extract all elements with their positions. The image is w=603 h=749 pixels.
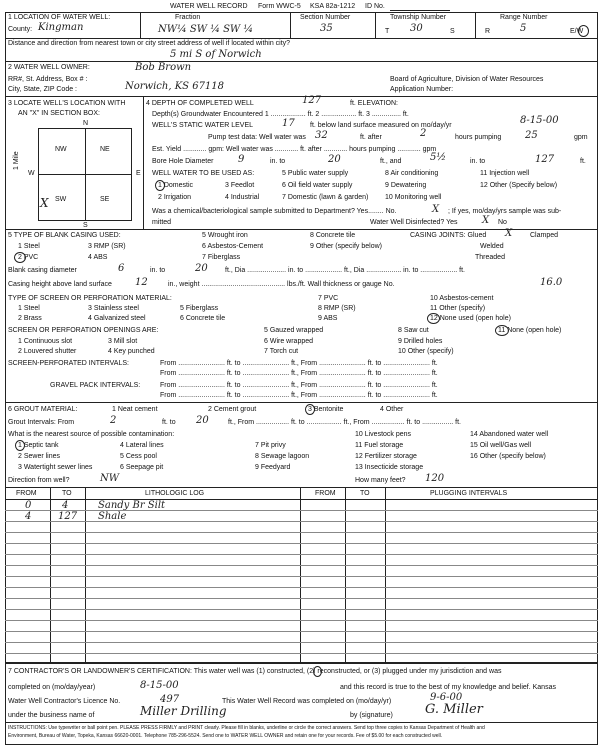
grout-bentonite[interactable]: 3 Bentonite — [308, 406, 344, 413]
casing-steel[interactable]: 1 Steel — [18, 243, 40, 250]
source-seepage[interactable]: 6 Seepage pit — [120, 464, 164, 471]
bore-in-to-2: in. to — [470, 158, 486, 165]
screen-other[interactable]: 11 Other (specify) — [430, 305, 486, 312]
instructions-line-1: INSTRUCTIONS: Use typewriter or ball point pen. PLEASE PRESS FIRMLY and PRINT clearly. Please fill in blanks, underline or circle the correct answers. Send top three copies to Kansas Department of Health and — [8, 725, 485, 731]
certification-line-1: 7 CONTRACTOR'S OR LANDOWNER'S CERTIFICATION: This water well was (1) constructed, (2) reconstructed, or (3) plugged under my jurisdiction and was — [8, 668, 502, 675]
static-level-label: WELL'S STATIC WATER LEVEL — [152, 122, 254, 129]
south-label: S — [83, 222, 88, 229]
chem-sample-rest: ; If yes, mo/day/yrs sample was sub- — [448, 208, 562, 215]
bore-value-1[interactable]: 9 — [238, 154, 245, 165]
joints-label: CASING JOINTS: Glued — [410, 232, 487, 239]
screen-fiberglass[interactable]: 5 Fiberglass — [180, 305, 219, 312]
opening-other[interactable]: 10 Other (specify) — [398, 348, 454, 355]
screen-none[interactable]: 12 None used (open hole) — [430, 315, 511, 322]
form-frame — [5, 12, 598, 745]
pump-after: ft. after — [360, 134, 382, 141]
form-title: WATER WELL RECORD — [170, 3, 248, 10]
elevation-label: ft. ELEVATION: — [350, 100, 398, 107]
distance-label: Distance and direction from nearest town or city street address of well if located within city? — [8, 40, 291, 47]
log-row-desc[interactable]: Sandy Br Silt — [98, 500, 166, 511]
divider — [5, 487, 598, 488]
height-value[interactable]: 12 — [135, 277, 148, 288]
groundwater-label: Depth(s) Groundwater Encountered 1 .................. ft. 2 .................. ft. 3 ............... ft. — [152, 111, 409, 118]
grout-intervals-label: Grout Intervals: From — [8, 419, 75, 426]
log-col-divider — [385, 487, 386, 662]
height-label: Casing height above land surface — [8, 281, 112, 288]
grout-from-value[interactable]: 2 — [110, 415, 117, 426]
use-domestic[interactable]: 1 Domestic — [158, 182, 194, 189]
grout-other[interactable]: 4 Other — [380, 406, 404, 413]
divider — [375, 12, 376, 38]
grout-label: 6 GROUT MATERIAL: — [8, 406, 78, 413]
direction-label: Direction from well? — [8, 477, 70, 484]
township-label: Township Number — [390, 14, 447, 21]
static-date-value[interactable]: 8-15-00 — [520, 115, 559, 126]
log-rule-line — [5, 521, 598, 522]
screen-galvanized[interactable]: 4 Galvanized steel — [88, 315, 146, 322]
sw-label: SW — [55, 196, 67, 203]
section4-label: 4 DEPTH OF COMPLETED WELL — [146, 100, 254, 107]
casing-pvc-circle — [14, 252, 26, 263]
screen-concrete[interactable]: 6 Concrete tile — [180, 315, 226, 322]
joints-clamped[interactable]: Clamped — [530, 232, 559, 239]
log-row-from[interactable]: 0 — [25, 500, 32, 511]
distance-value[interactable]: 5 mi S of Norwich — [170, 49, 262, 60]
pump-gpm-value[interactable]: 25 — [525, 130, 538, 141]
casing-abs[interactable]: 4 ABS — [88, 254, 108, 261]
screen-abs[interactable]: 9 ABS — [318, 315, 338, 322]
grout-bentonite-circle — [305, 404, 315, 415]
source-septic-circle — [15, 440, 25, 451]
opening-mill[interactable]: 3 Mill slot — [108, 338, 138, 345]
owner-value[interactable]: Bob Brown — [135, 62, 192, 73]
fraction-label: Fraction — [175, 14, 201, 21]
submitted-label: mitted — [152, 219, 172, 226]
log-header-plugging: PLUGGING INTERVALS — [430, 490, 508, 497]
board-text: Board of Agriculture, Division of Water Resources — [390, 76, 544, 83]
pump-hours-label: hours pumping — [455, 134, 502, 141]
log-row-to[interactable]: 127 — [58, 511, 78, 522]
opening-saw[interactable]: 8 Saw cut — [398, 327, 429, 334]
use-public[interactable]: 5 Public water supply — [282, 170, 349, 177]
log-rule-line — [5, 576, 598, 577]
disinfected-label: Water Well Disinfected? Yes — [370, 219, 458, 226]
est-yield-label: Est. Yield ............ gpm: Well water was ............ ft. after ............ hours pumping ............ gpm — [152, 146, 437, 153]
opening-gauzed[interactable]: 5 Gauzed wrapped — [264, 327, 324, 334]
screen-brass[interactable]: 2 Brass — [18, 315, 42, 322]
gravel-row2: From ........................ ft. to ........................ ft., From ........................ ft. to ........................ ft. — [160, 392, 438, 399]
use-label: WELL WATER TO BE USED AS: — [152, 170, 255, 177]
gpm-label: gpm — [574, 134, 588, 141]
record-date-value[interactable]: 9-6-00 — [430, 692, 463, 703]
range-suffix: E/W — [570, 28, 584, 35]
feet-label: How many feet? — [355, 477, 406, 484]
log-rule-line — [5, 532, 598, 533]
application-label: Application Number: — [390, 86, 454, 93]
divider — [475, 12, 476, 38]
pump-test-value[interactable]: 32 — [315, 130, 328, 141]
use-air[interactable]: 8 Air conditioning — [385, 170, 439, 177]
source-insecticide[interactable]: 13 Insecticide storage — [355, 464, 424, 471]
township-prefix: T — [385, 28, 390, 35]
log-header-lithologic: LITHOLOGIC LOG — [145, 490, 205, 497]
casing-pvc[interactable]: 2 PVC — [18, 254, 39, 261]
range-prefix: R — [485, 28, 491, 35]
signature-label: by (signature) — [350, 712, 393, 719]
range-value[interactable]: 5 — [520, 23, 527, 34]
grout-rest: ft., From ................. ft. to .................. ft., From ................. ft. to ................ ft. — [228, 419, 461, 426]
source-privy[interactable]: 7 Pit privy — [255, 442, 286, 449]
log-rule-line — [5, 565, 598, 566]
bore-in-to: in. to — [270, 158, 286, 165]
business-value[interactable]: Miller Drilling — [140, 704, 227, 718]
log-header-to: TO — [62, 490, 72, 497]
owner-label: 2 WATER WELL OWNER: — [8, 64, 90, 71]
bore-value-2[interactable]: 20 — [328, 154, 341, 165]
screen-steel[interactable]: 1 Steel — [18, 305, 40, 312]
log-col-divider — [85, 487, 86, 662]
divider — [5, 61, 598, 62]
ksa-ref: KSA 82a-1212 — [310, 3, 356, 10]
grout-neat[interactable]: 1 Neat cement — [112, 406, 158, 413]
casing-wrought[interactable]: 5 Wrought iron — [202, 232, 248, 239]
licence-label: Water Well Contractor's Licence No. — [8, 698, 121, 705]
east-circle — [578, 25, 589, 37]
west-label: W — [28, 170, 35, 177]
section-box-h — [38, 174, 132, 175]
log-row-from[interactable]: 4 — [25, 511, 32, 522]
disinfected-no: No — [498, 219, 507, 226]
opening-louvered[interactable]: 2 Louvered shutter — [18, 348, 77, 355]
business-label: under the business name of — [8, 712, 95, 719]
section-number-value[interactable]: 35 — [320, 23, 333, 34]
opening-drilled[interactable]: 9 Drilled holes — [398, 338, 443, 345]
casing-fiberglass[interactable]: 7 Fiberglass — [202, 254, 241, 261]
source-oil[interactable]: 15 Oil well/Gas well — [470, 442, 532, 449]
log-rule-line — [5, 598, 598, 599]
source-lagoon[interactable]: 8 Sewage lagoon — [255, 453, 310, 460]
disinfected-mark[interactable]: X — [482, 215, 490, 226]
direction-value[interactable]: NW — [100, 473, 120, 484]
divider — [140, 12, 141, 38]
log-rule-line — [5, 631, 598, 632]
township-suffix: S — [450, 28, 455, 35]
licence-value[interactable]: 497 — [160, 694, 180, 705]
opening-continuous[interactable]: 1 Continuous slot — [18, 338, 73, 345]
grout-cement[interactable]: 2 Cement grout — [208, 406, 257, 413]
static-level-value[interactable]: 17 — [282, 118, 295, 129]
east-label: E — [136, 170, 141, 177]
section5-label: 5 TYPE OF BLANK CASING USED: — [8, 232, 121, 239]
address-label: RR#, St. Address, Box # : — [8, 76, 88, 83]
log-rule-line — [5, 620, 598, 621]
screen-pvc[interactable]: 7 PVC — [318, 295, 339, 302]
log-header-to-2: TO — [360, 490, 370, 497]
log-rule-line — [5, 653, 598, 654]
screen-stainless[interactable]: 3 Stainless steel — [88, 305, 139, 312]
completed-value[interactable]: 8-15-00 — [140, 680, 179, 691]
log-row-desc[interactable]: Shale — [98, 511, 127, 522]
diameter-rest: ft., Dia .................... in. to ................... ft., Dia .................. in. to ................... ft. — [225, 267, 466, 274]
use-monitoring[interactable]: 10 Monitoring well — [385, 194, 442, 201]
bore-ft-and: ft., and — [380, 158, 402, 165]
casing-asbestos[interactable]: 6 Asbestos-Cement — [202, 243, 264, 250]
diameter-to-value[interactable]: 20 — [195, 263, 208, 274]
chem-sample-mark[interactable]: X — [432, 204, 440, 215]
divider — [5, 38, 598, 39]
openings-label: SCREEN OR PERFORATION OPENINGS ARE: — [8, 327, 159, 334]
log-rule-line — [5, 587, 598, 588]
section3-label: 3 LOCATE WELL'S LOCATION WITH — [8, 100, 126, 107]
source-fertilizer[interactable]: 12 Fertilizer storage — [355, 453, 417, 460]
log-rule-line — [5, 642, 598, 643]
divider — [5, 499, 598, 500]
city-value[interactable]: Norwich, KS 67118 — [125, 81, 225, 92]
log-row-to[interactable]: 4 — [62, 500, 69, 511]
township-value[interactable]: 30 — [410, 23, 423, 34]
casing-other[interactable]: 9 Other (specify below) — [310, 243, 382, 250]
divider — [143, 96, 144, 229]
log-rule-line — [5, 554, 598, 555]
diameter-in-to: in. to — [150, 267, 166, 274]
source-feedyard[interactable]: 9 Feedyard — [255, 464, 291, 471]
north-label: N — [83, 120, 89, 127]
contamination-label: What is the nearest source of possible contamination: — [8, 431, 175, 438]
pump-test-label: Pump test data: Well water was — [208, 134, 306, 141]
perf-intervals-row2: From ........................ ft. to ........................ ft., From ........................ ft. to ........................ ft. — [160, 370, 438, 377]
city-label: City, State, ZIP Code : — [8, 86, 77, 93]
screen-label: TYPE OF SCREEN OR PERFORATION MATERIAL: — [8, 295, 172, 302]
bore-ft: ft. — [580, 158, 586, 165]
use-industrial[interactable]: 4 Industrial — [225, 194, 260, 201]
source-sewer[interactable]: 2 Sewer lines — [18, 453, 61, 460]
section-number-label: Section Number — [300, 14, 351, 21]
screen-rmp[interactable]: 8 RMP (SR) — [318, 305, 356, 312]
divider — [5, 662, 598, 664]
gauge-value[interactable]: 16.0 — [540, 277, 563, 288]
depth-value[interactable]: 127 — [302, 95, 322, 106]
use-domestic-lawn[interactable]: 7 Domestic (lawn & garden) — [282, 194, 369, 201]
source-other[interactable]: 16 Other (specify below) — [470, 453, 546, 460]
divider — [290, 12, 291, 38]
screen-none-circle — [427, 313, 440, 324]
signature-value[interactable]: G. Miller — [425, 702, 483, 717]
ne-label: NE — [100, 146, 110, 153]
id-label: ID No. — [365, 3, 385, 10]
se-label: SE — [100, 196, 110, 203]
log-rule-line — [5, 609, 598, 610]
grout-to-value[interactable]: 20 — [196, 415, 209, 426]
opening-none[interactable]: 11 None (open hole) — [498, 327, 562, 334]
bore-value-3[interactable]: 5½ — [430, 152, 447, 163]
bore-label: Bore Hole Diameter — [152, 158, 214, 165]
record-completed-label: This Water Well Record was completed on (mo/day/yr) — [222, 698, 392, 705]
chem-sample-label: Was a chemical/bacteriological sample submitted to Department? Yes........ No. — [152, 208, 397, 215]
id-line — [390, 10, 450, 11]
source-septic[interactable]: 1 Septic tank — [18, 442, 59, 449]
gravel-row1: From ........................ ft. to ........................ ft., From ........................ ft. to ........................ ft. — [160, 382, 438, 389]
perf-intervals-label: SCREEN-PERFORATED INTERVALS: — [8, 360, 129, 367]
use-irrigation[interactable]: 2 Irrigation — [158, 194, 192, 201]
nw-label: NW — [55, 146, 67, 153]
opening-key[interactable]: 4 Key punched — [108, 348, 155, 355]
joints-welded[interactable]: Welded — [480, 243, 504, 250]
divider — [5, 402, 598, 403]
height-rest: in., weight ........................................... lbs./ft. Wall thickness or gauge No. — [168, 281, 395, 288]
source-fuel[interactable]: 11 Fuel storage — [355, 442, 404, 449]
use-oil-field[interactable]: 6 Oil field water supply — [282, 182, 353, 189]
grout-to-label: ft. to — [162, 419, 176, 426]
source-cess[interactable]: 5 Cess pool — [120, 453, 157, 460]
completed-label: completed on (mo/day/year) — [8, 684, 96, 691]
casing-concrete[interactable]: 8 Concrete tile — [310, 232, 356, 239]
range-label: Range Number — [500, 14, 548, 21]
log-header-from: FROM — [16, 490, 37, 497]
feet-value[interactable]: 120 — [425, 473, 445, 484]
fraction-value[interactable]: NW¼ SW ¼ SW ¼ — [158, 24, 254, 35]
diameter-label: Blank casing diameter — [8, 267, 77, 274]
log-col-divider — [50, 487, 51, 662]
diameter-value[interactable]: 6 — [118, 263, 125, 274]
log-col-divider — [345, 487, 346, 662]
source-watertight[interactable]: 3 Watertight sewer lines — [18, 464, 93, 471]
opening-none-circle — [495, 325, 509, 336]
joints-mark[interactable]: X — [505, 228, 513, 239]
form-number: Form WWC-5 — [258, 3, 301, 10]
source-livestock[interactable]: 10 Livestock pens — [355, 431, 412, 438]
use-domestic-circle — [155, 180, 165, 191]
section1-label: 1 LOCATION OF WATER WELL: — [8, 14, 111, 21]
constructed-circle — [313, 666, 322, 677]
source-abandoned[interactable]: 14 Abandoned water well — [470, 431, 549, 438]
use-other[interactable]: 12 Other (Specify below) — [480, 182, 558, 189]
casing-rmp[interactable]: 3 RMP (SR) — [88, 243, 126, 250]
log-header-from-2: FROM — [315, 490, 336, 497]
static-level-rest: ft. below land surface measured on mo/day/yr — [310, 122, 452, 129]
perf-intervals-row1: From ........................ ft. to ........................ ft., From ........................ ft. to ........................ ft. — [160, 360, 438, 367]
source-lateral[interactable]: 4 Lateral lines — [120, 442, 164, 449]
divider — [5, 722, 598, 723]
location-mark: X — [40, 196, 49, 210]
pump-hours-value[interactable]: 2 — [420, 128, 427, 139]
log-rule-line — [5, 510, 598, 511]
screen-asbestos[interactable]: 10 Asbestos-cement — [430, 295, 494, 302]
joints-threaded[interactable]: Threaded — [475, 254, 505, 261]
county-value[interactable]: Kingman — [38, 22, 84, 33]
opening-torch[interactable]: 7 Torch cut — [264, 348, 299, 355]
use-feedlot[interactable]: 3 Feedlot — [225, 182, 255, 189]
mile-label: 1 Mile — [13, 151, 20, 170]
certification-line-2: and this record is true to the best of my knowledge and belief. Kansas — [340, 684, 556, 691]
gravel-label: GRAVEL PACK INTERVALS: — [50, 382, 141, 389]
county-label: County: — [8, 26, 33, 33]
instructions-line-2: Environment, Bureau of Water, Topeka, Kansas 66620-0001. Telephone 785-296-5524. Send one to WATER WELL OWNER and retain one for your records. Fee of $5.00 for each constructed well. — [8, 733, 443, 739]
log-col-divider — [300, 487, 301, 662]
opening-wire[interactable]: 6 Wire wrapped — [264, 338, 314, 345]
use-injection[interactable]: 11 Injection well — [480, 170, 530, 177]
log-rule-line — [5, 543, 598, 544]
bore-value-4[interactable]: 127 — [535, 154, 555, 165]
section3-label2: AN "X" IN SECTION BOX: — [18, 110, 100, 117]
use-dewatering[interactable]: 9 Dewatering — [385, 182, 427, 189]
